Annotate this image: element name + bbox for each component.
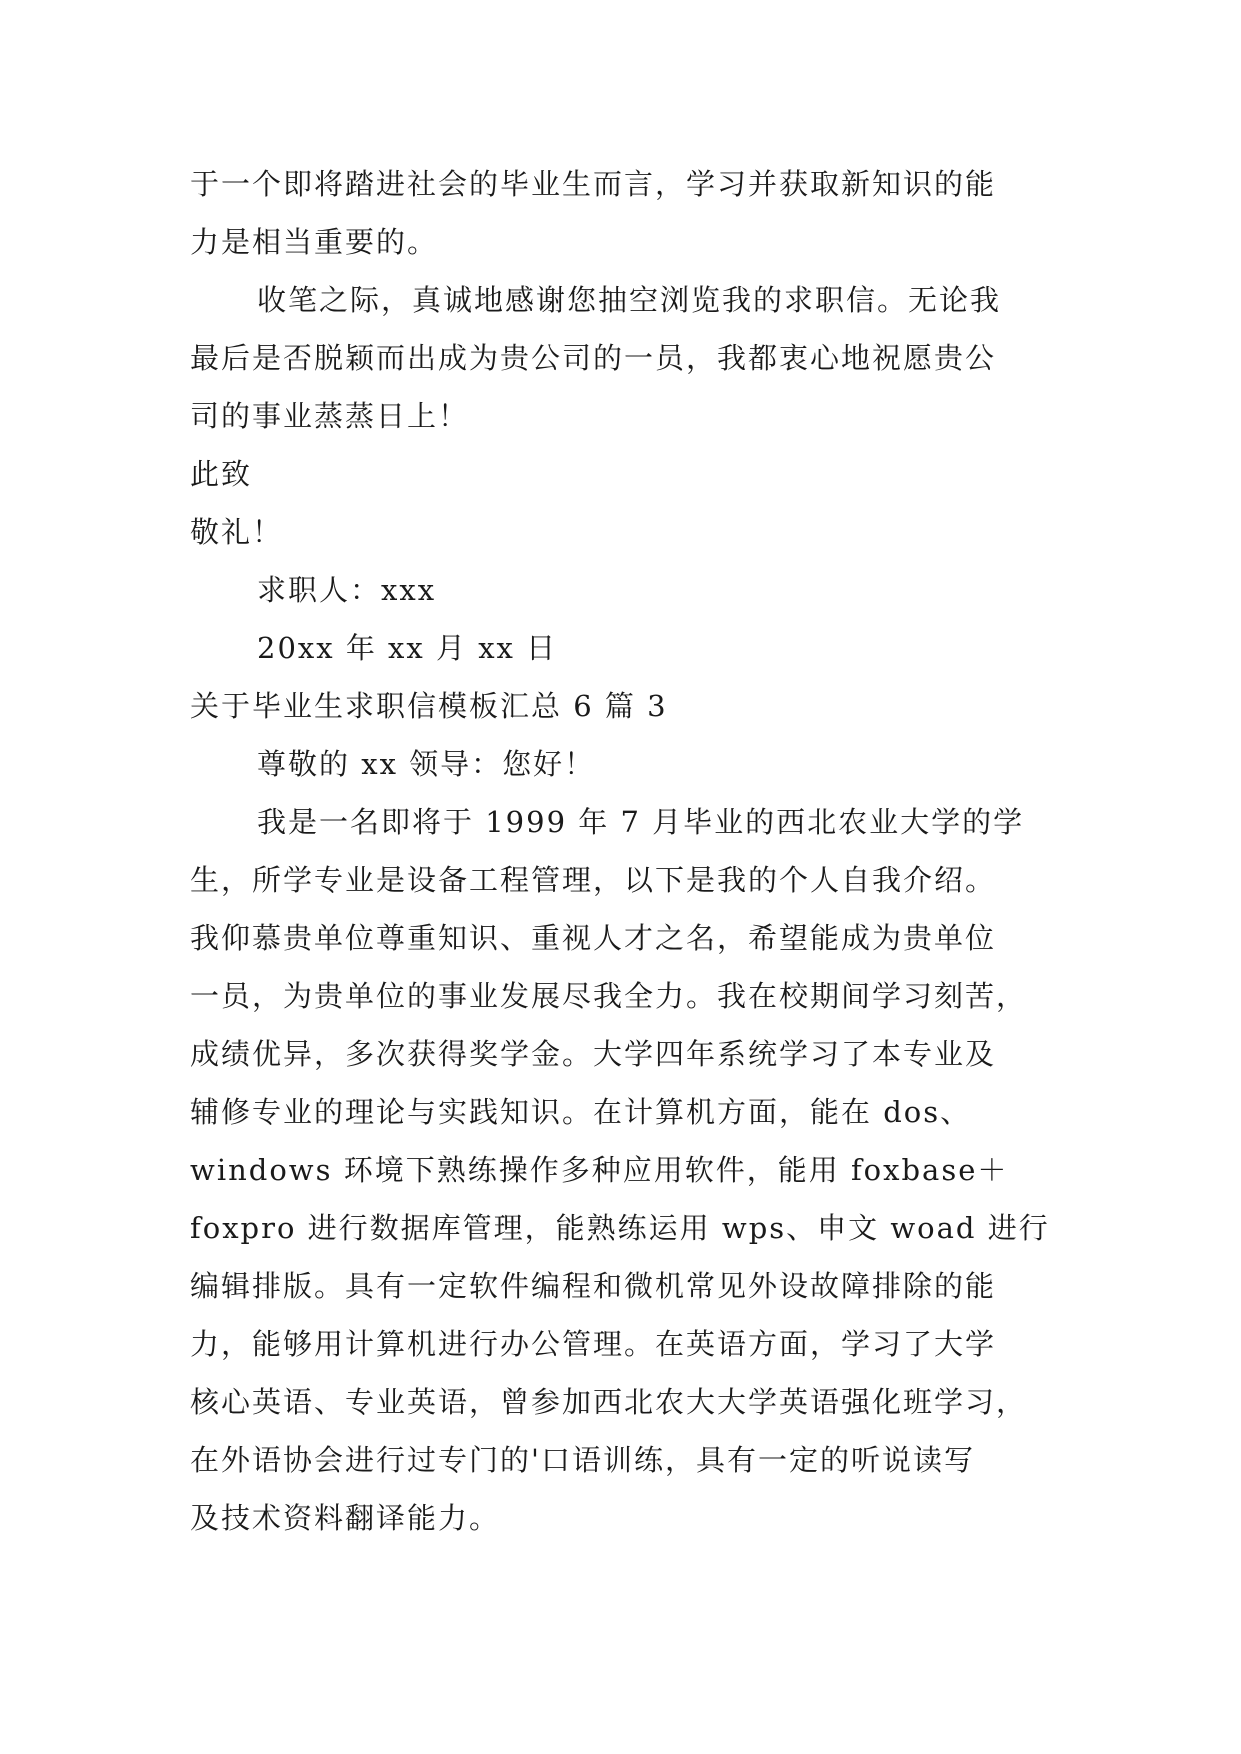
text-line: 于一个即将踏进社会的毕业生而言，学习并获取新知识的能 — [190, 167, 997, 201]
text-line: 我是一名即将于 1999 年 7 月毕业的西北农业大学的学 — [257, 805, 1025, 839]
text-line: 编辑排版。具有一定软件编程和微机常见外设故障排除的能 — [190, 1269, 997, 1303]
signature-applicant: 求职人：xxx — [257, 573, 437, 607]
text-line: 最后是否脱颖而出成为贵公司的一员，我都衷心地祝愿贵公 — [190, 341, 997, 375]
text-line: 及技术资料翻译能力。 — [190, 1501, 501, 1535]
signature-date: 20xx 年 xx 月 xx 日 — [257, 631, 558, 665]
text-line: 力是相当重要的。 — [190, 225, 439, 259]
text-line: 核心英语、专业英语，曾参加西北农大大学英语强化班学习， — [190, 1385, 1028, 1419]
letter-greeting: 尊敬的 xx 领导：您好！ — [257, 747, 596, 781]
text-line: 收笔之际，真诚地感谢您抽空浏览我的求职信。无论我 — [257, 283, 1002, 317]
section-heading: 关于毕业生求职信模板汇总 6 篇 3 — [190, 689, 668, 723]
text-line: 成绩优异，多次获得奖学金。大学四年系统学习了本专业及 — [190, 1037, 997, 1071]
closing-salutation: 此致 — [190, 457, 253, 491]
text-line: foxpro 进行数据库管理，能熟练运用 wps、申文 woad 进行 — [190, 1211, 1050, 1245]
text-line: 司的事业蒸蒸日上！ — [190, 399, 470, 433]
text-line: 我仰慕贵单位尊重知识、重视人才之名，希望能成为贵单位 — [190, 921, 997, 955]
text-line: 生，所学专业是设备工程管理，以下是我的个人自我介绍。 — [190, 863, 997, 897]
closing-regards: 敬礼！ — [190, 515, 284, 549]
text-line: 辅修专业的理论与实践知识。在计算机方面，能在 dos、 — [190, 1095, 972, 1129]
text-line: 在外语协会进行过专门的'口语训练，具有一定的听说读写 — [190, 1443, 975, 1477]
text-line: 一员，为贵单位的事业发展尽我全力。我在校期间学习刻苦， — [190, 979, 1028, 1013]
text-line: 力，能够用计算机进行办公管理。在英语方面，学习了大学 — [190, 1327, 997, 1361]
text-line: windows 环境下熟练操作多种应用软件，能用 foxbase＋ — [190, 1153, 1009, 1187]
